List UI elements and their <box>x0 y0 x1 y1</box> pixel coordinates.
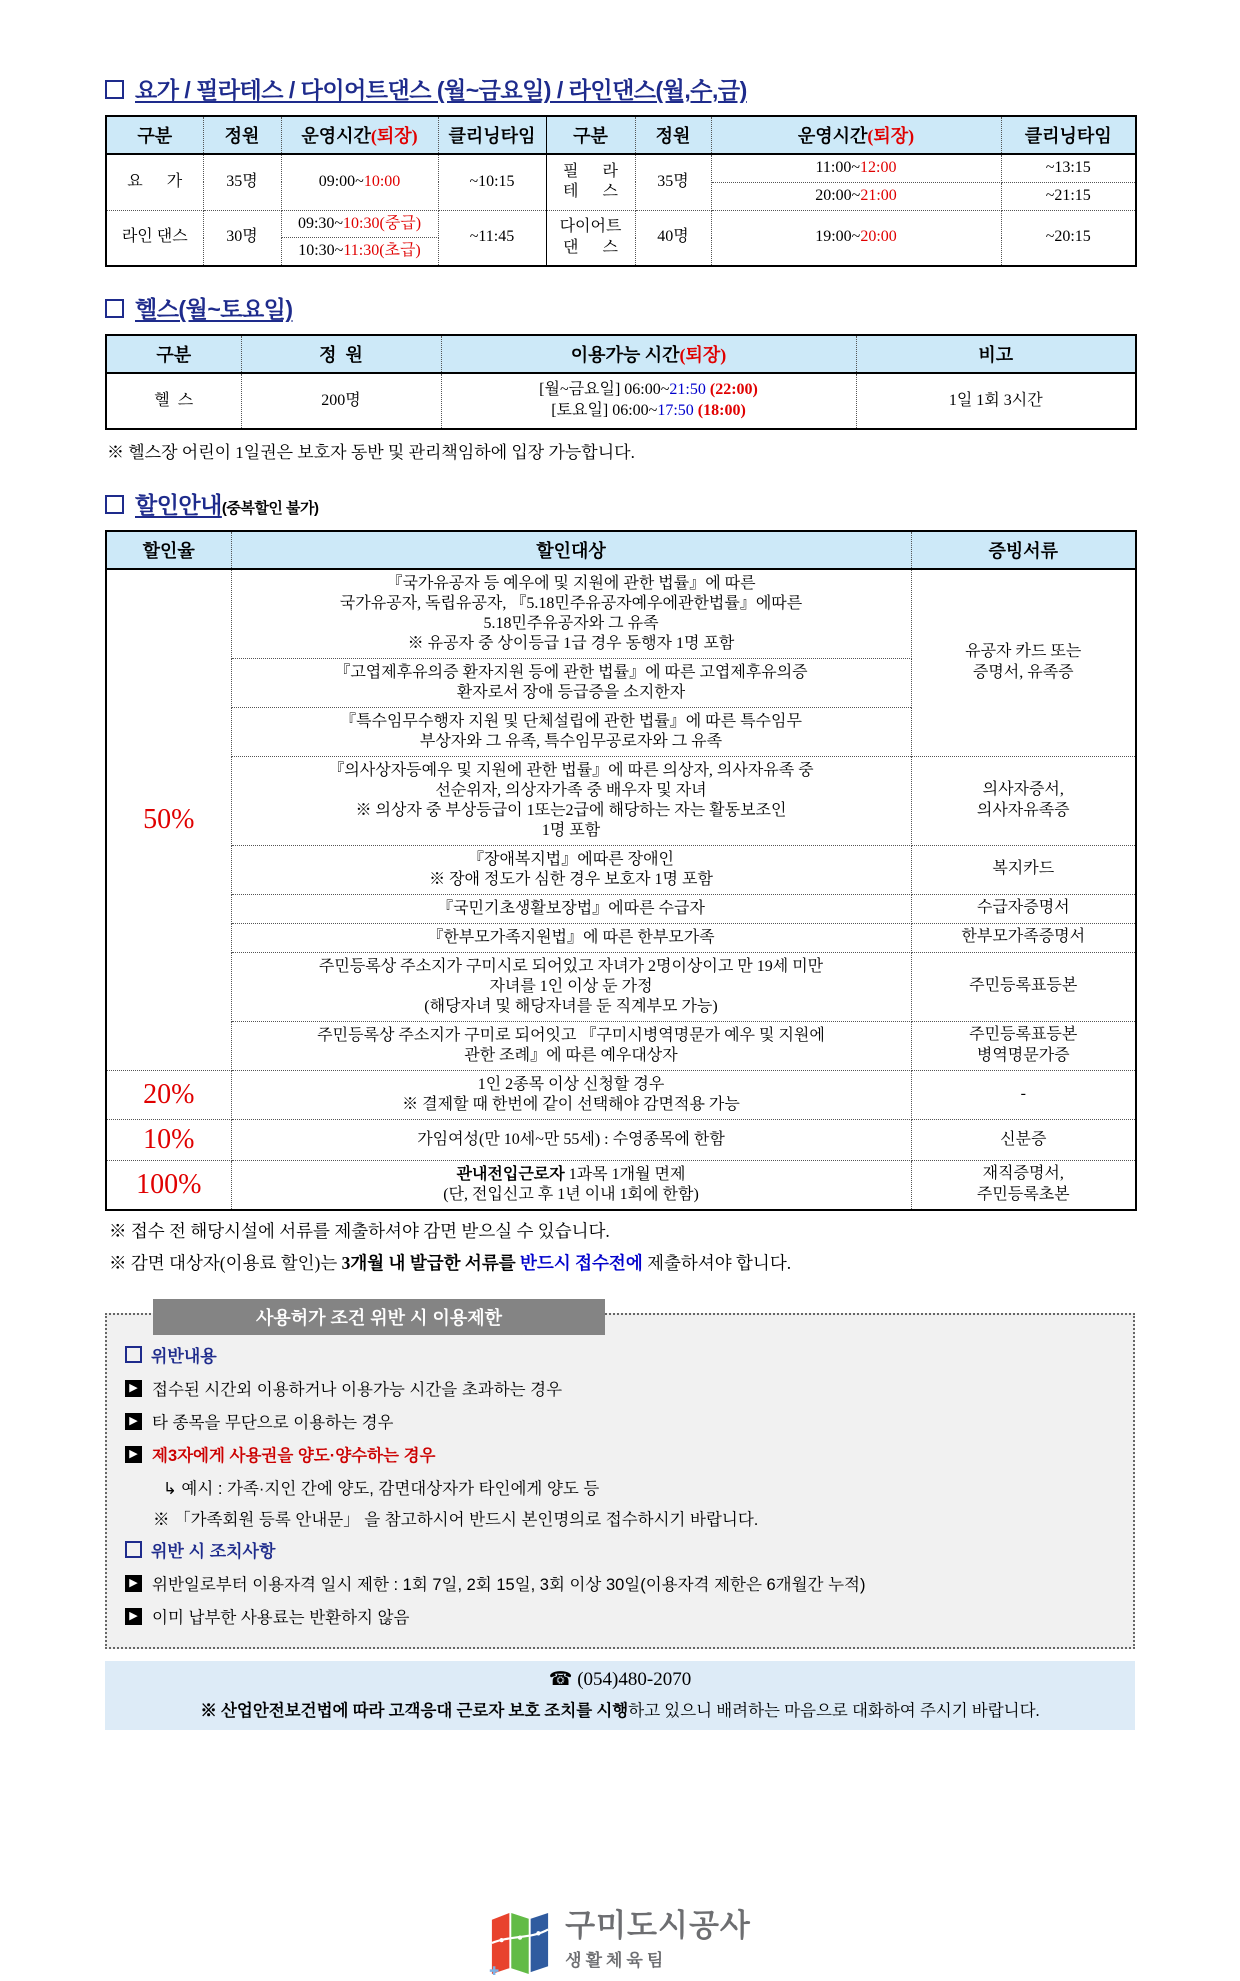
discount-target <box>231 707 911 756</box>
section-title-discount <box>105 487 1135 520</box>
discount-doc: - <box>911 1070 1136 1119</box>
target-bold: 관내전입근로자 <box>456 1166 565 1184</box>
table-header-row <box>106 531 1136 569</box>
header-gubun <box>546 116 635 154</box>
program-name: 라인 댄스 <box>106 210 203 266</box>
arrow-icon: ▶ <box>125 1380 142 1397</box>
section-title-health-text: 헬스(월~토요일) <box>135 296 293 323</box>
note-text: 제출하셔야 합니다. <box>642 1253 792 1274</box>
discount-doc <box>911 569 1136 757</box>
time-start: 09:30~ <box>297 214 344 232</box>
header-capacity <box>203 116 281 154</box>
logo-team-name: 생활체육팀 <box>565 1950 668 1970</box>
table-row <box>106 894 1136 923</box>
target-line <box>234 1165 909 1185</box>
time-exit: (18:00) <box>693 401 746 419</box>
time-cell <box>711 154 1001 182</box>
header-label: 구분 <box>156 345 192 366</box>
time-cell <box>711 182 1001 210</box>
header-capacity <box>635 116 711 154</box>
arrow-icon: ▶ <box>125 1608 142 1625</box>
measure-item <box>125 1571 1115 1595</box>
table-row <box>106 923 1136 952</box>
target-line: ※ 장애 정도가 심한 경우 보호자 1명 포함 <box>429 870 713 888</box>
header-label: 클리닝타임 <box>448 126 536 146</box>
note-text: ※ 감면 대상자(이용료 할인)는 <box>109 1253 342 1274</box>
violation-item-red <box>125 1442 1115 1466</box>
discount-doc <box>911 756 1136 845</box>
target-rest: 1과목 1개월 면제 <box>564 1166 686 1184</box>
logo-text <box>565 1910 751 1971</box>
target-line: 국가유공자, 독립유공자, 『5.18민주유공자예우에관한법률』에따른 <box>339 594 803 612</box>
time-end: 10:00 <box>363 172 401 190</box>
capacity-cell: 30명 <box>203 210 281 266</box>
table-row <box>106 1119 1136 1160</box>
discount-rate: 100% <box>106 1161 231 1211</box>
discount-doc: 신분증 <box>911 1119 1136 1160</box>
cleaning-cell: ~13:15 <box>1001 154 1136 182</box>
time-end: 12:00 <box>860 159 897 176</box>
contact-block <box>105 1661 1135 1730</box>
arrow-icon: ▶ <box>125 1446 142 1463</box>
item-text: 접수된 시간외 이용하거나 이용가능 시간을 초과하는 경우 <box>152 1381 563 1400</box>
header-exit-label: (퇴장) <box>867 126 915 146</box>
header-label: 운영시간 <box>301 126 371 146</box>
table-row <box>106 569 1136 659</box>
target-line: 관한 조례』에 따른 예우대상자 <box>464 1046 678 1064</box>
doc-line: 주민등록표등본 <box>969 1025 1078 1043</box>
doc-line: 증명서, 유족증 <box>972 663 1074 681</box>
discount-note-1: ※ 접수 전 해당시설에 서류를 제출하셔야 감면 받으실 수 있습니다. <box>109 1221 610 1242</box>
section-title-yoga-text: 요가 / 필라테스 / 다이어트댄스 (월~금요일) / 라인댄스(월,수,금) <box>135 77 747 103</box>
arrow-icon: ▶ <box>125 1413 142 1430</box>
header-available-time <box>441 335 856 373</box>
discount-doc: 한부모가족증명서 <box>911 923 1136 952</box>
square-icon <box>125 1541 142 1558</box>
header-label: 운영시간 <box>797 126 868 146</box>
checkbox-icon <box>105 80 124 99</box>
header-gubun <box>106 335 241 373</box>
cleaning-cell: ~21:15 <box>1001 182 1136 210</box>
discount-target <box>231 756 911 845</box>
doc-line: 의사자유족증 <box>976 801 1070 819</box>
safety-bold-text: ※ 산업안전보건법에 따라 고객응대 근로자 보호 조치를 시행 <box>200 1701 629 1721</box>
table-row <box>106 1161 1136 1211</box>
section-title-health <box>105 291 1135 324</box>
discount-target <box>231 1021 911 1070</box>
header-label: 이용가능 시간 <box>570 345 680 366</box>
logo-company-name: 구미도시공사 <box>565 1908 751 1944</box>
heading-text: 위반 시 조치사항 <box>151 1542 276 1562</box>
header-rate <box>106 531 231 569</box>
target-line: (단, 전입신고 후 1년 이내 1회에 한함) <box>443 1186 699 1204</box>
table-row <box>106 845 1136 894</box>
target-line: 1인 2종목 이상 신청할 경우 <box>477 1075 665 1093</box>
discount-doc: 수급자증명서 <box>911 894 1136 923</box>
discount-target <box>231 1070 911 1119</box>
organization-logo <box>105 1910 1135 1981</box>
item-text: 이미 납부한 사용료는 반환하지 않음 <box>152 1609 410 1628</box>
target-line: 『장애복지법』에따른 장애인 <box>467 850 675 868</box>
header-cleaning <box>1001 116 1136 154</box>
table-row <box>106 756 1136 845</box>
discount-target: 가임여성(만 10세~만 55세) : 수영종목에 한함 <box>231 1119 911 1160</box>
discount-doc <box>911 1021 1136 1070</box>
section-title-yoga <box>105 72 1135 105</box>
doc-line: 재직증명서, <box>982 1165 1064 1183</box>
time-end: 21:00 <box>860 186 897 204</box>
target-line: ※ 의상자 중 부상등급이 1또는2급에 해당하는 자는 활동보조인 <box>355 801 787 819</box>
header-time <box>281 116 438 154</box>
target-line: 『의사상자등예우 및 지원에 관한 법률』에 따른 의상자, 의사자유족 중 <box>328 761 814 779</box>
health-footnote: ※ 헬스장 어린이 1일권은 보호자 동반 및 관리책임하에 입장 가능합니다. <box>107 442 635 462</box>
checkbox-icon <box>105 495 124 514</box>
time-cell <box>281 154 438 210</box>
header-cleaning <box>438 116 546 154</box>
logo-mark-icon <box>489 1910 551 1981</box>
target-line: (해당자녀 및 해당자녀를 둔 직계부모 가능) <box>424 997 718 1015</box>
program-name <box>546 154 635 210</box>
item-text: 위반일로부터 이용자격 일시 제한 : 1회 7일, 2회 15일, 3회 이상 30일(이용자격 제한은 6개월간 누적) <box>152 1576 866 1595</box>
table-header-row <box>106 116 1136 154</box>
discount-target: 『한부모가족지원법』에 따른 한부모가족 <box>231 923 911 952</box>
discount-target <box>231 845 911 894</box>
program-name: 헬 스 <box>106 373 241 429</box>
violation-measures-heading <box>125 1537 1115 1562</box>
phone-number: ☎ (054)480-2070 <box>548 1669 692 1691</box>
safety-notice <box>105 1697 1135 1721</box>
header-target <box>231 531 911 569</box>
table-row <box>106 1021 1136 1070</box>
discount-doc: 복지카드 <box>911 845 1136 894</box>
doc-line: 병역명문가증 <box>976 1046 1070 1064</box>
cleaning-cell: ~11:45 <box>438 210 546 266</box>
target-line: 『국가유공자 등 예우에 및 지원에 관한 법률』에 따른 <box>386 574 756 592</box>
target-line: ※ 결제할 때 한번에 같이 선택해야 감면적용 가능 <box>402 1095 740 1113</box>
table-row <box>106 373 1136 429</box>
time-start: 09:00~ <box>318 172 364 190</box>
time-cell <box>281 210 438 238</box>
header-label: 비고 <box>978 345 1014 366</box>
doc-line: 의사자증서, <box>982 780 1064 798</box>
discount-doc <box>911 1161 1136 1211</box>
header-exit-label: (퇴장) <box>370 126 418 146</box>
section-title-discount-suffix: (중복할인 불가) <box>221 499 319 517</box>
header-note <box>856 335 1136 373</box>
section-title-discount-text: 할인안내 <box>135 491 222 518</box>
header-label: 구분 <box>137 126 173 146</box>
program-name-line: 댄 스 <box>563 238 618 256</box>
discount-target <box>231 658 911 707</box>
restriction-box <box>105 1308 1135 1649</box>
program-name-line: 다이어트 <box>559 218 622 236</box>
target-line: 선순위자, 의상자가족 중 배우자 및 자녀 <box>435 781 707 799</box>
discount-rate: 50% <box>106 569 231 1071</box>
table-row <box>106 210 1136 238</box>
discount-target <box>231 1161 911 1211</box>
header-label: 정원 <box>655 126 691 146</box>
time-end: 20:00 <box>860 228 897 246</box>
time-start: 11:00~ <box>815 159 861 176</box>
note-cell: 1일 1회 3시간 <box>856 373 1136 429</box>
capacity-cell: 200명 <box>241 373 441 429</box>
discount-target: 『국민기초생활보장법』에따른 수급자 <box>231 894 911 923</box>
discount-table <box>105 530 1137 1211</box>
target-line: 환자로서 장애 등급증을 소지한자 <box>456 683 686 701</box>
doc-line: 주민등록초본 <box>976 1186 1070 1204</box>
header-label: 할인대상 <box>536 540 606 561</box>
discount-target <box>231 952 911 1021</box>
square-icon <box>125 1346 142 1363</box>
measure-item <box>125 1604 1115 1628</box>
header-capacity <box>241 335 441 373</box>
time-cell <box>711 210 1001 266</box>
item-text-red: 제3자에게 사용권을 양도·양수하는 경우 <box>152 1447 436 1466</box>
target-line: ※ 유공자 중 상이등급 1급 경우 동행자 1명 포함 <box>407 634 735 652</box>
program-name <box>546 210 635 266</box>
time-start: 10:30~ <box>298 242 344 260</box>
target-line: 『특수임무수행자 지원 및 단체설립에 관한 법률』에 따른 특수임무 <box>340 712 802 730</box>
header-label: 정 원 <box>319 345 363 366</box>
discount-rate: 20% <box>106 1070 231 1119</box>
header-label: 클리닝타임 <box>1024 126 1112 146</box>
violation-example: ↳ 예시 : 가족·지인 간에 양도, 감면대상자가 타인에게 양도 등 <box>163 1480 600 1499</box>
target-line: 5.18민주유공자와 그 유족 <box>483 614 659 632</box>
table-row <box>106 952 1136 1021</box>
time-close: 17:50 <box>657 401 694 419</box>
note-bold: 3개월 내 발급한 서류를 <box>341 1253 521 1274</box>
restriction-box-header: 사용허가 조건 위반 시 이용제한 <box>153 1299 605 1335</box>
health-table <box>105 334 1137 430</box>
time-line <box>444 380 854 401</box>
header-label: 할인율 <box>142 540 195 561</box>
header-doc <box>911 531 1136 569</box>
program-name: 요 가 <box>106 154 203 210</box>
time-end: 10:30(중급) <box>343 214 422 232</box>
safety-rest-text: 하고 있으니 배려하는 마음으로 대화하여 주시기 바랍니다. <box>628 1701 1040 1721</box>
capacity-cell: 40명 <box>635 210 711 266</box>
time-cell <box>281 238 438 266</box>
target-line: 1명 포함 <box>541 821 601 839</box>
violation-item <box>125 1376 1115 1400</box>
header-label: 구분 <box>573 126 608 146</box>
time-end: 11:30(초급) <box>343 242 421 260</box>
discount-rate: 10% <box>106 1119 231 1160</box>
table-row <box>106 1070 1136 1119</box>
available-time-cell <box>441 373 856 429</box>
time-text: [월~금요일] 06:00~ <box>539 381 670 399</box>
header-exit-label: (퇴장) <box>679 345 727 366</box>
doc-line: 유공자 카드 또는 <box>965 642 1082 660</box>
discount-note-2 <box>109 1250 1135 1275</box>
program-name-line: 필 라 <box>563 162 618 180</box>
time-text: [토요일] 06:00~ <box>551 401 658 419</box>
table-header-row <box>106 335 1136 373</box>
target-line: 주민등록상 주소지가 구미시로 되어있고 자녀가 2명이상이고 만 19세 미만 <box>318 957 824 975</box>
yoga-schedule-table <box>105 115 1137 267</box>
violation-content-heading <box>125 1342 1115 1367</box>
time-start: 20:00~ <box>815 186 861 204</box>
discount-doc: 주민등록표등본 <box>911 952 1136 1021</box>
program-name-line: 테 스 <box>563 183 618 201</box>
capacity-cell: 35명 <box>203 154 281 210</box>
time-start: 19:00~ <box>815 228 861 246</box>
time-close: 21:50 <box>669 381 706 399</box>
arrow-icon: ▶ <box>125 1575 142 1592</box>
header-label: 증빙서류 <box>988 540 1059 561</box>
target-line: 부상자와 그 유족, 특수임무공로자와 그 유족 <box>419 732 723 750</box>
time-line <box>444 401 854 422</box>
family-member-note: ※ 「가족회원 등록 안내문」 을 참고하시어 반드시 본인명의로 접수하시기 바랍니다. <box>153 1511 759 1530</box>
cleaning-cell: ~20:15 <box>1001 210 1136 266</box>
note-blue-bold: 반드시 접수전에 <box>520 1253 643 1274</box>
header-gubun <box>106 116 203 154</box>
header-label: 정원 <box>224 126 260 146</box>
cleaning-cell: ~10:15 <box>438 154 546 210</box>
checkbox-icon <box>105 299 124 318</box>
discount-target <box>231 569 911 659</box>
target-line: 자녀를 1인 이상 둔 가정 <box>489 977 653 995</box>
violation-item <box>125 1409 1115 1433</box>
header-time <box>711 116 1001 154</box>
heading-text: 위반내용 <box>151 1347 217 1367</box>
table-row <box>106 154 1136 182</box>
item-text: 타 종목을 무단으로 이용하는 경우 <box>152 1414 394 1433</box>
time-exit: (22:00) <box>705 381 758 399</box>
target-line: 『고엽제후유의증 환자지원 등에 관한 법률』에 따른 고엽제후유의증 <box>334 663 808 681</box>
capacity-cell: 35명 <box>635 154 711 210</box>
target-line: 주민등록상 주소지가 구미로 되어잇고 『구미시병역명문가 예우 및 지원에 <box>317 1026 825 1044</box>
